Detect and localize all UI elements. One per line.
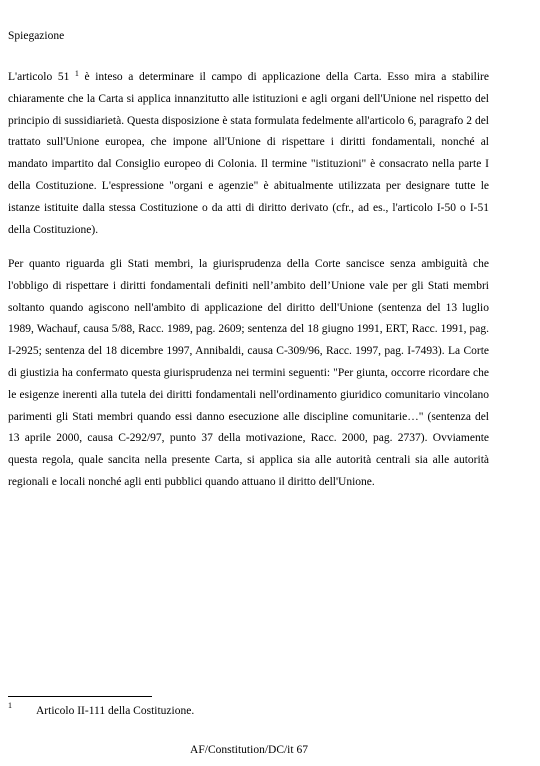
footnote-text: Articolo II-111 della Costituzione. bbox=[36, 705, 195, 717]
paragraph-scope-start: L'articolo 51 bbox=[8, 71, 75, 83]
section-heading: Spiegazione bbox=[8, 30, 65, 42]
footnote-reference[interactable]: 1 bbox=[74, 69, 79, 78]
footnote-number: 1 bbox=[8, 701, 12, 710]
page-footer: AF/Constitution/DC/it 67 bbox=[190, 744, 308, 756]
paragraph-member-states: Per quanto riguarda gli Stati membri, la giurisprudenza della Corte sancisce senza ambiguità che l'obbligo di rispettare i diritti fondamentali definiti nell’ambito dell’Unione vale per gli Stati membri soltanto quando agiscono nell'ambito di applicazione del diritto dell'Unione (sentenza del 13 luglio 1989, Wachauf, causa 5/88, Racc. 1989, pag. 2609; sentenza del 18 giugno 1991, ERT, Racc. 1991, pag. I-2925; sentenza del 18 dicembre 1997, Annibaldi, causa C-309/96, Racc. 1997, pag. I-7493). La Corte di giustizia ha confermato questa giurisprudenza nei termini seguenti: "Per giunta, occorre ricordare che le esigenze inerenti alla tutela dei diritti fondamentali nell'ordinamento giuridico comunitario vincolano parimenti gli Stati membri quando essi danno esecuzione alle discipline comunitarie…" (sentenza del 13 aprile 2000, causa C-292/97, punto 37 della motivazione, Racc. 2000, pag. 2737). Ovviamente questa regola, quale sancita nella presente Carta, si applica sia alle autorità centrali sia alle autorità regionali e locali nonché agli enti pubblici quando attuano il diritto dell'Unione. bbox=[8, 258, 489, 488]
paragraph-scope-rest: è inteso a determinare il campo di applicazione della Carta. Esso mira a stabilire chiaramente che la Carta si applica innanzitutto alle istituzioni e agli organi dell'Unione nel rispetto del principio di sussidiarietà. Questa disposizione è stata formulata fedelmente all'articolo 6, paragrafo 2 del trattato sull'Unione europea, che impone all'Unione di rispettare i diritti fondamentali, nonché al mandato impartito dal Consiglio europeo di Colonia. Il termine "istituzioni" è consacrato nella parte I della Costituzione. L'espressione "organi e agenzie" è abitualmente utilizzata per designare tutte le istanze istituite dalla stessa Costituzione o da atti di diritto derivato (cfr., ad es., l'articolo I-50 o I-51 della Costituzione). bbox=[8, 71, 489, 236]
footnote-divider bbox=[8, 696, 152, 697]
paragraph-scope bbox=[8, 67, 489, 241]
